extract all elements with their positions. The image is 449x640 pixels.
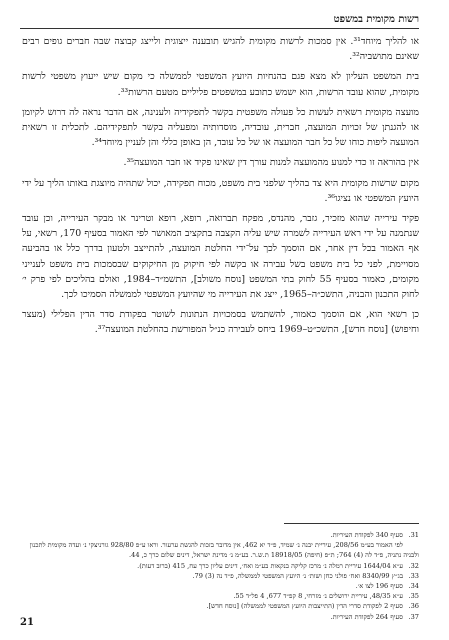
footnote-number: 36. — [408, 602, 419, 611]
main-text — [22, 34, 419, 343]
footnote-number: 35. — [408, 592, 419, 601]
footnote — [22, 581, 419, 591]
paragraph: בית המשפט העליון לא מצא פגם בהנחיות היועץ המשפטי לממשלה כי מקום שיש ייעוץ משפטי לרשות מקומית, שהוא עובד הרשות, הוא ישמש כתובע במשפטים פליליים מטעם הרשות³³. — [22, 71, 419, 98]
paragraph: אין בהוראה זו כדי למנוע מהמועצה למנות עורך דין שאינו פקיד או חבר המועצה³⁵. — [123, 157, 419, 169]
footnote-text: סעיף 264 לפקודת העיריות. — [330, 612, 403, 621]
footnote — [22, 540, 419, 560]
footnote-number: 32. — [408, 561, 419, 570]
paragraph: מקום שרשות מקומית היא צד בהליך שלפני בית משפט, מכוח תפקידה, יכול שתהיה מיוצגת באותו הליך על ידי היועץ המשפטי או נציגו³⁶. — [22, 177, 419, 204]
footnote-number: 31. — [408, 531, 419, 539]
footnote-text: סעיף 2 לפקודת סדרי הדין (התייצבות היועץ המשפטי לממשלה) [נוסח חדש]. — [206, 602, 403, 611]
footnote — [22, 591, 419, 601]
footnote-text: בג״ץ 8340/99 ואח׳ פולני כחן ושות׳ נ׳ היועץ המשפטי לממשלה, פ״ד נה (3) 79. — [192, 571, 403, 580]
footnote-text: סעיף 196 לצו א׳. — [355, 582, 403, 591]
paragraph: פקיד עירייה שהוא מזכיר, גזבר, מהנדס, מפקח תברואה, רופא, רופא וטרינר או מבקר העירייה, וכן עובד שנתמנה על ידי ראש העירייה לשמרה שיש עליה הקצבה בתקציב המאושר לפי האמור בסעיף 170, רשאי, על אף האמור בכל דין אחר, אם הוסמך לכך על־ידי החלטת המועצה, להתייצב ולטעון בדרך כלל או בהביעה מסויימת, לפני כל בית משפט בשל עבירה או בקשה לפי חיקוק מן החיקוקים שבסמכות בית משפט לענייני מקומים, כאמור בסעיף 55 לחוק בתי המשפט [נוסח משולב], התשמ״ד–1984, ואולם בהליכים לפי פרק י׳ לחוק התכנון והבניה, התשכ״ה–1965, ייצג את העירייה מי שהיועץ המשפטי לממשלה הסמיכו לכך. — [22, 213, 419, 301]
paragraph: מועצה מקומית רשאית לעשות כל פעולה משפטית בקשר לתפקידיה ולענינה, אם הדבר נראה לה דרוש לקיומן או להגנתן של זכויות המועצה, חברית, עובדיה, מוסדותיה ומפעליה בקשר לתפקידיהם. לתכלית זו רשאית המועצה ליפות כוחו של כל חבר המועצה או של כל עובד, הן באופן כללי והן לעניין מיוחד³⁴. — [22, 106, 419, 149]
paragraph: כן רשאי הוא, אם הוסמך כאמור, להשתמש בסמכויות הנתונות לשוטר בפקודת סדר הדין הפלילי (מעצר וחיפוש) [נוסח חדש], התשכ״ט–1969 ביחס לעבירה כנ״ל המפורשת בהחלטת המועצה³⁷. — [22, 309, 419, 336]
footnote-number: 37. — [408, 612, 419, 621]
footnote-text: ע״א 48/35, עיריית ירושלים נ׳ מזרחי, 8 קפ״ד 677, 4 פל״ד 55. — [233, 592, 403, 601]
running-header: רשות מקומית במשפט — [20, 14, 419, 29]
footnote — [22, 601, 419, 611]
footnote-text: לפי האמור בע״מ 208/56, עיריית יבנה נ׳ שמיד, פ״ד יא 462, אין מדובר בזכות להגשת ערעור. וראו ע״פ 928/80 גורניצקי נ׳ ועדה מקומית לתכנון ולבניה נתניה, פ״ד לה (4) 764; ת״פ (חיפה) 18918/05 ת.ש.ר. בע״מ נ׳ מדינת ישראל, דינים שלום כרך כ, 44. — [29, 541, 419, 560]
footnote-number: 34. — [408, 582, 419, 591]
footnote — [22, 612, 419, 622]
paragraph: או להליך מיוחד³¹. אין סמכות לרשות מקומית להגיש תובענה ייצוגית ולייצג קבוצה שבה חברים גופים רבים שאינם מתושביה³². — [22, 36, 419, 63]
footnote-text: ע״א 1644/04 עיריית רמלה נ׳ מרכז קליקה בנקאות בע״מ ואח׳, דינים עליון כרך עח, 415 (ברוב דעות). — [137, 561, 403, 570]
footnote-number: 33. — [408, 571, 419, 580]
footnotes — [22, 530, 419, 622]
footnote-text: סעיף 340 לפקודת העיריות. — [330, 531, 403, 539]
footnote — [22, 561, 419, 571]
footnote — [22, 530, 419, 540]
footnote — [22, 571, 419, 581]
footnote-separator — [284, 523, 419, 524]
page-number: 21 — [20, 617, 34, 628]
